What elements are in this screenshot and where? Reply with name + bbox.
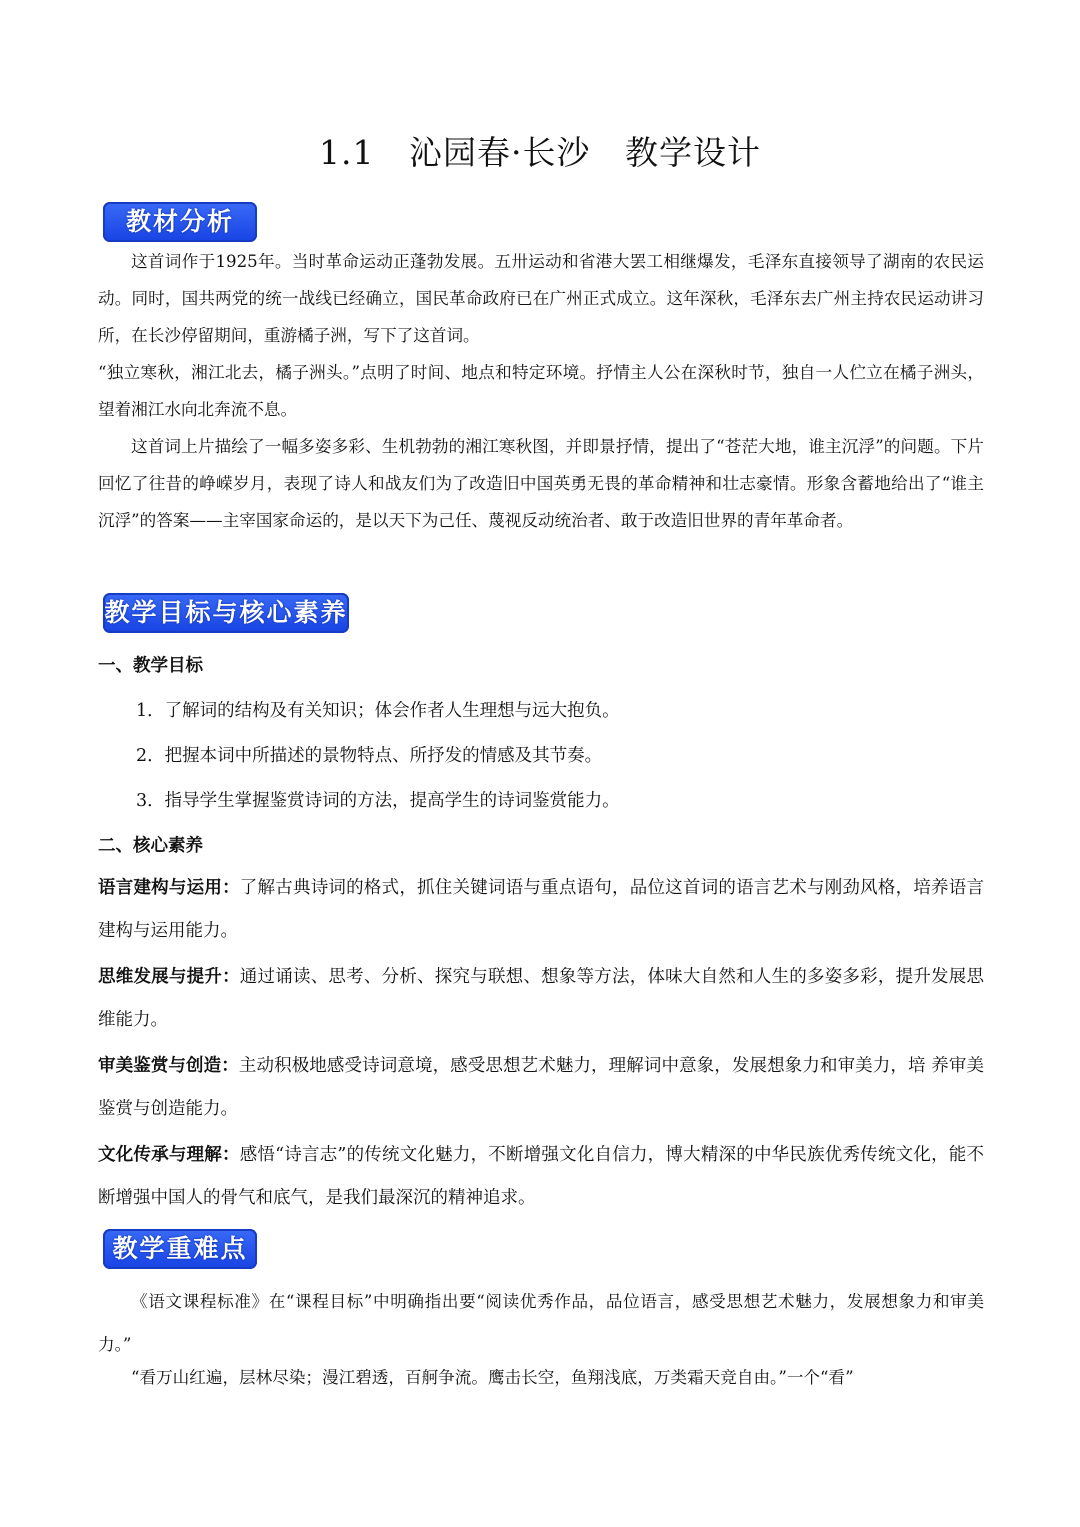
goal-item-3: 3．指导学生掌握鉴赏诗词的方法，提高学生的诗词鉴赏能力。: [136, 791, 620, 811]
core-heading: 二、核心素养: [98, 836, 203, 856]
section-badge-analysis: 教材分析: [103, 202, 257, 242]
core-item-aesthetic: [98, 1045, 984, 1131]
core-item-thinking: [98, 956, 984, 1042]
core-text: 感悟“诗言志”的传统文化魅力，不断增强文化自信力，博大精深的中华民族优秀传统文化，能不断增强中国人的骨气和底气，是我们最深沉的精神追求。: [98, 1145, 985, 1208]
core-item-culture: [98, 1134, 984, 1220]
keypoints-paragraph-2: “看万山红遍，层林尽染；漫江碧透，百舸争流。鹰击长空，鱼翔浅底，万类霜天竞自由。”一个“看”: [131, 1368, 854, 1387]
analysis-paragraph-3: 这首词上片描绘了一幅多姿多彩、生机勃勃的湘江寒秋图，并即景抒情，提出了“苍茫大地，谁主沉浮”的问题。下片回忆了往昔的峥嵘岁月，表现了诗人和战友们为了改造旧中国英勇无畏的革命精神和壮志豪情。形象含蓄地给出了“谁主沉浮”的答案——主宰国家命运的，是以天下为己任、蔑视反动统治者、敢于改造旧世界的青年革命者。: [98, 437, 984, 530]
analysis-paragraph-1: 这首词作于1925年。当时革命运动正蓬勃发展。五卅运动和省港大罢工相继爆发，毛泽东直接领导了湖南的农民运动。同时，国共两党的统一战线已经确立，国民革命政府已在广州正式成立。这年深秋，毛泽东去广州主持农民运动讲习所，在长沙停留期间，重游橘子洲，写下了这首词。: [98, 252, 984, 345]
goal-item-1: 1．了解词的结构及有关知识；体会作者人生理想与远大抱负。: [136, 701, 620, 721]
core-label: 思维发展与提升：: [98, 967, 240, 987]
core-text: 了解古典诗词的格式，抓住关键词语与重点语句，品位这首词的语言艺术与刚劲风格，培养语言建构与运用能力。: [98, 878, 984, 941]
section-badge-keypoints: 教学重难点: [103, 1229, 257, 1269]
keypoints-paragraph-1: 《语文课程标准》在“课程目标”中明确指出要“阅读优秀作品，品位语言，感受思想艺术魅力，发展想象力和审美力。”: [98, 1292, 984, 1354]
core-text: 主动积极地感受诗词意境，感受思想艺术魅力，理解词中意象，发展想象力和审美力，培 养审美鉴赏与创造能力。: [98, 1056, 985, 1119]
core-label: 审美鉴赏与创造：: [98, 1056, 239, 1076]
section-badge-goals: 教学目标与核心素养: [103, 593, 349, 633]
core-label: 语言建构与运用：: [98, 878, 240, 898]
core-label: 文化传承与理解：: [98, 1145, 240, 1165]
analysis-paragraph-2: “独立寒秋，湘江北去，橘子洲头。”点明了时间、地点和特定环境。抒情主人公在深秋时节，独自一人伫立在橘子洲头，望着湘江水向北奔流不息。: [98, 363, 984, 419]
goals-heading: 一、教学目标: [98, 656, 203, 676]
core-item-language: [98, 867, 984, 953]
goal-item-2: 2．把握本词中所描述的景物特点、所抒发的情感及其节奏。: [136, 746, 603, 766]
page-title: 1.1 沁园春·长沙 教学设计: [319, 133, 761, 172]
core-text: 通过诵读、思考、分析、探究与联想、想象等方法，体味大自然和人生的多姿多彩，提升发展思维能力。: [98, 967, 984, 1030]
